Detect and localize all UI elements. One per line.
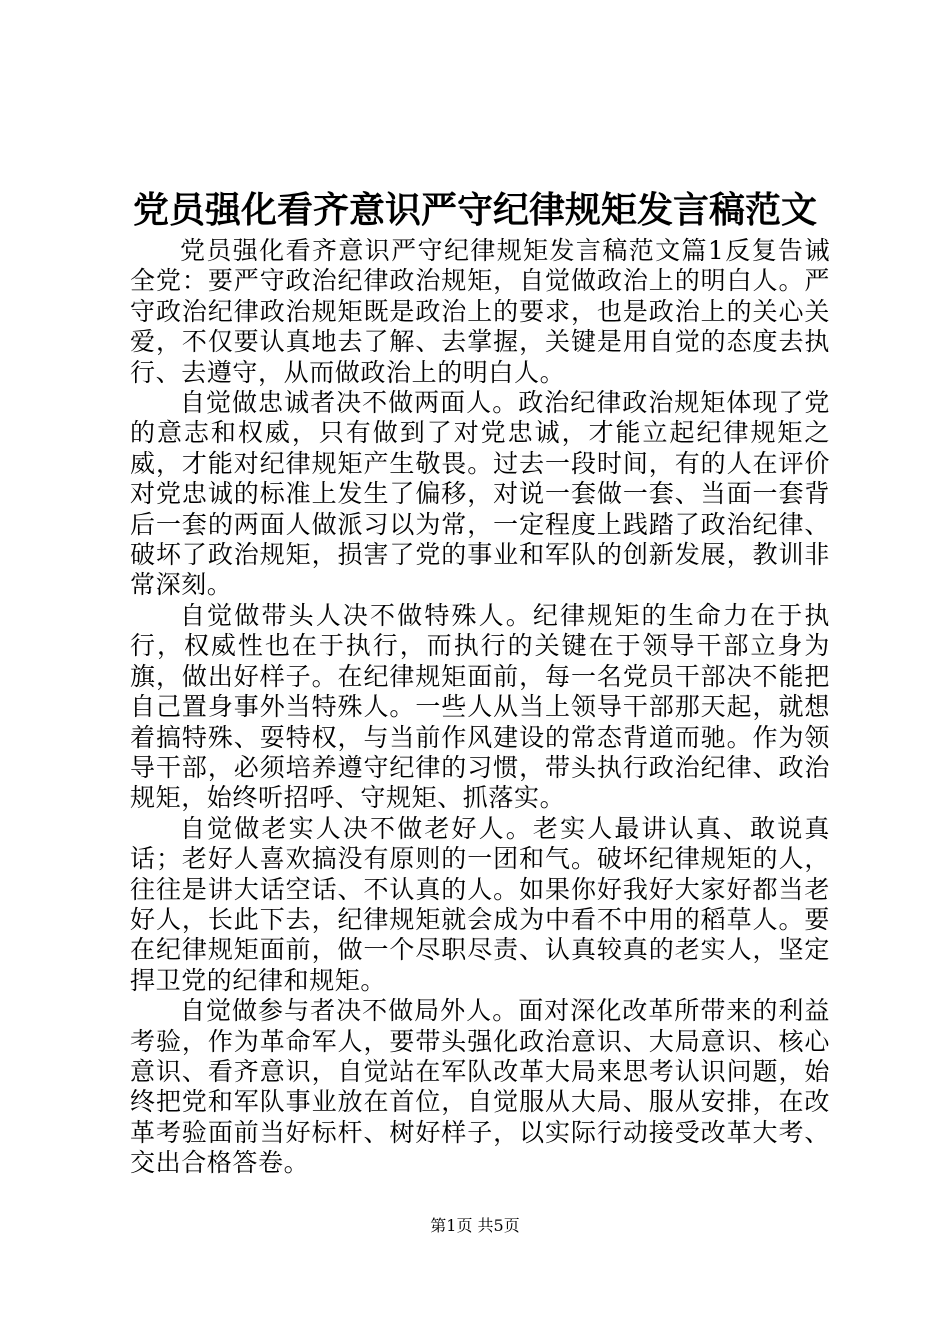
paragraph-2: 自觉做忠诚者决不做两面人。政治纪律政治规矩体现了党的意志和权威，只有做到了对党忠诚，才能立起纪律规矩之威，才能对纪律规矩产生敬畏。过去一段时间，有的人在评价对党忠诚的标准上发生了偏移，对说一套做一套、当面一套背后一套的两面人做派习以为常，一定程度上践踏了政治纪律、破坏了政治规矩，损害了党的事业和军队的创新发展，教训非常深刻。 [130, 388, 830, 600]
document-body [130, 236, 830, 1179]
paragraph-3: 自觉做带头人决不做特殊人。纪律规矩的生命力在于执行，权威性也在于执行，而执行的关键在于领导干部立身为旗，做出好样子。在纪律规矩面前，每一名党员干部决不能把自己置身事外当特殊人。一些人从当上领导干部那天起，就想着搞特殊、耍特权，与当前作风建设的常态背道而驰。作为领导干部，必须培养遵守纪律的习惯，带头执行政治纪律、政治规矩，始终听招呼、守规矩、抓落实。 [130, 600, 830, 813]
document-title: 党员强化看齐意识严守纪律规矩发言稿范文 [132, 189, 817, 231]
page-number-footer: 第1页 共5页 [430, 1216, 520, 1235]
paragraph-4: 自觉做老实人决不做老好人。老实人最讲认真、敢说真话；老好人喜欢搞没有原则的一团和气。破坏纪律规矩的人，往往是讲大话空话、不认真的人。如果你好我好大家好都当老好人，长此下去，纪律规矩就会成为中看不中用的稻草人。要在纪律规矩面前，做一个尽职尽责、认真较真的老实人，坚定捍卫党的纪律和规矩。 [130, 813, 830, 995]
paragraph-1: 党员强化看齐意识严守纪律规矩发言稿范文篇1反复告诫全党：要严守政治纪律政治规矩，自觉做政治上的明白人。严守政治纪律政治规矩既是政治上的要求，也是政治上的关心关爱，不仅要认真地去了解、去掌握，关键是用自觉的态度去执行、去遵守，从而做政治上的明白人。 [130, 236, 830, 387]
paragraph-5: 自觉做参与者决不做局外人。面对深化改革所带来的利益考验，作为革命军人，要带头强化政治意识、大局意识、核心意识、看齐意识，自觉站在军队改革大局来思考认识问题，始终把党和军队事业放在首位，自觉服从大局、服从安排，在改革考验面前当好标杆、树好样子，以实际行动接受改革大考、交出合格答卷。 [130, 996, 830, 1178]
